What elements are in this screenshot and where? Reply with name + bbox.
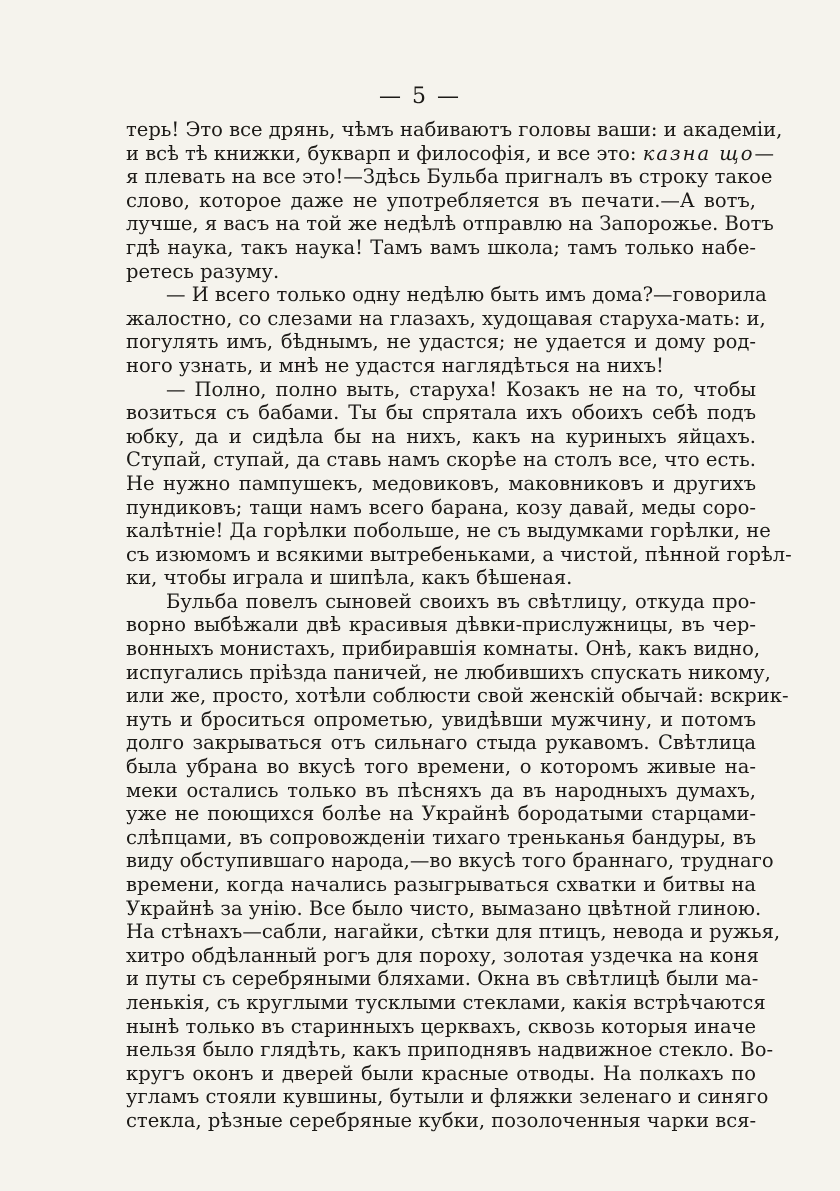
text-line: вонныхъ монистахъ, прибиравшія комнаты. Онѣ, какъ видно,	[126, 637, 761, 661]
text-line: или же, просто, хотѣли соблюсти свой женскій обычай: вскрик-	[126, 684, 789, 708]
text-line: съ изюмомъ и всякими вытребеньками, а чистой, пѣнной горѣл-	[126, 542, 792, 566]
text-line: гдѣ наука, такъ наука! Тамъ вамъ школа; тамъ только набе-	[126, 235, 756, 259]
text-line: была убрана во вкусѣ того времени, о которомъ живые на-	[126, 755, 756, 779]
text-line: нынѣ только въ старинныхъ церквахъ, сквозь которыя иначе	[126, 1014, 757, 1038]
text-line: пундиковъ; тащи намъ всего барана, козу давай, меды соро-	[126, 495, 756, 519]
text-line: испугались пріѣзда паничей, не любившихъ спускать никому,	[126, 660, 771, 684]
text-line: я плевать на все это!—Здѣсь Бульба пригналъ въ строку такое	[126, 165, 773, 189]
text-line: юбку, да и сидѣла бы на нихъ, какъ на куриныхъ яйцахъ.	[126, 424, 756, 448]
text-line: Ступай, ступай, да ставь намъ скорѣе на столъ все, что есть.	[126, 448, 756, 472]
text-line: и путы съ серебряными бляхами. Окна въ свѣтлицѣ были ма-	[126, 967, 759, 991]
text-line: возиться съ бабами. Ты бы спрятала ихъ обоихъ себѣ подъ	[126, 401, 756, 425]
text-line: хитро обдѣланный рогъ для пороху, золотая уздечка на коня	[126, 943, 759, 967]
text-line: кругъ оконъ и дверей были красные отводы. На полкахъ по	[126, 1061, 756, 1085]
text-line: стекла, рѣзные серебряные кубки, позолоченныя чарки вся-	[126, 1108, 757, 1132]
text-line: нуть и броситься опрометью, увидѣвши мужчину, и потомъ	[126, 707, 756, 731]
text-line: — И всего только одну недѣлю быть имъ дома?—говорила	[166, 283, 767, 307]
text-line: — Полно, полно выть, старуха! Козакъ не на то, чтобы	[166, 377, 756, 401]
text-line: виду обступившаго народа,—во вкусѣ того браннаго, труднаго	[126, 849, 774, 873]
text-line: лучше, я васъ на той же недѣлѣ отправлю на Запорожье. Вотъ	[126, 212, 774, 236]
body-text	[126, 118, 792, 1133]
text-line: угламъ стояли кувшины, бутыли и фляжки зеленаго и синяго	[126, 1085, 769, 1109]
page-number: — 5 —	[379, 84, 461, 109]
text-line: долго закрываться отъ сильнаго стыда рукавомъ. Свѣтлица	[126, 731, 756, 755]
emphasized-phrase: казна що	[642, 141, 755, 165]
text-line: Не нужно пампушекъ, медовиковъ, маковниковъ и другихъ	[126, 471, 756, 495]
text-line: нельзя было глядѣть, какъ приподнявъ надвижное стекло. Во-	[126, 1038, 774, 1062]
text-line: Украйнѣ за унію. Все было чисто, вымазано цвѣтной глиною.	[126, 896, 762, 920]
text-line: уже не поющихся болѣе на Украйнѣ бородатыми старцами-	[126, 802, 756, 826]
text-line: слѣпцами, въ сопровожденіи тихаго треньканья бандуры, въ	[126, 825, 756, 849]
text-line: Бульба повелъ сыновей своихъ въ свѣтлицу, откуда про-	[166, 589, 756, 613]
text-line: ворно выбѣжали двѣ красивыя дѣвки-прислужницы, въ чер-	[126, 613, 756, 637]
text-line: жалостно, со слезами на глазахъ, худощавая старуха-мать: и,	[126, 306, 766, 330]
text-fragment: —	[754, 141, 775, 165]
text-fragment: и всѣ тѣ книжки, букварп и философія, и все это:	[126, 141, 643, 165]
text-line: терь! Это все дрянь, чѣмъ набиваютъ головы ваши: и академіи,	[126, 118, 783, 141]
text-line: погулять имъ, бѣднымъ, не удастся; не удается и дому род-	[126, 330, 756, 354]
text-line: калѣтніе! Да горѣлки побольше, не съ выдумками горѣлки, не	[126, 519, 771, 543]
text-line: ленькія, съ круглыми тусклыми стеклами, какія встрѣчаются	[126, 990, 766, 1014]
text-line	[126, 141, 775, 166]
text-line: ного узнать, и мнѣ не удастся наглядѣться на нихъ!	[126, 353, 664, 377]
text-line: ки, чтобы играла и шипѣла, какъ бѣшеная.	[126, 566, 573, 590]
text-line: слово, которое даже не употребляется въ печати.—А вотъ,	[126, 188, 756, 212]
text-line: На стѣнахъ—сабли, нагайки, сѣтки для птицъ, невода и ружья,	[126, 920, 781, 944]
text-line: меки остались только въ пѣсняхъ да въ народныхъ думахъ,	[126, 778, 756, 802]
text-line: ретесь разуму.	[126, 259, 280, 283]
text-line: времени, когда начались разыгрываться схватки и битвы на	[126, 873, 756, 896]
